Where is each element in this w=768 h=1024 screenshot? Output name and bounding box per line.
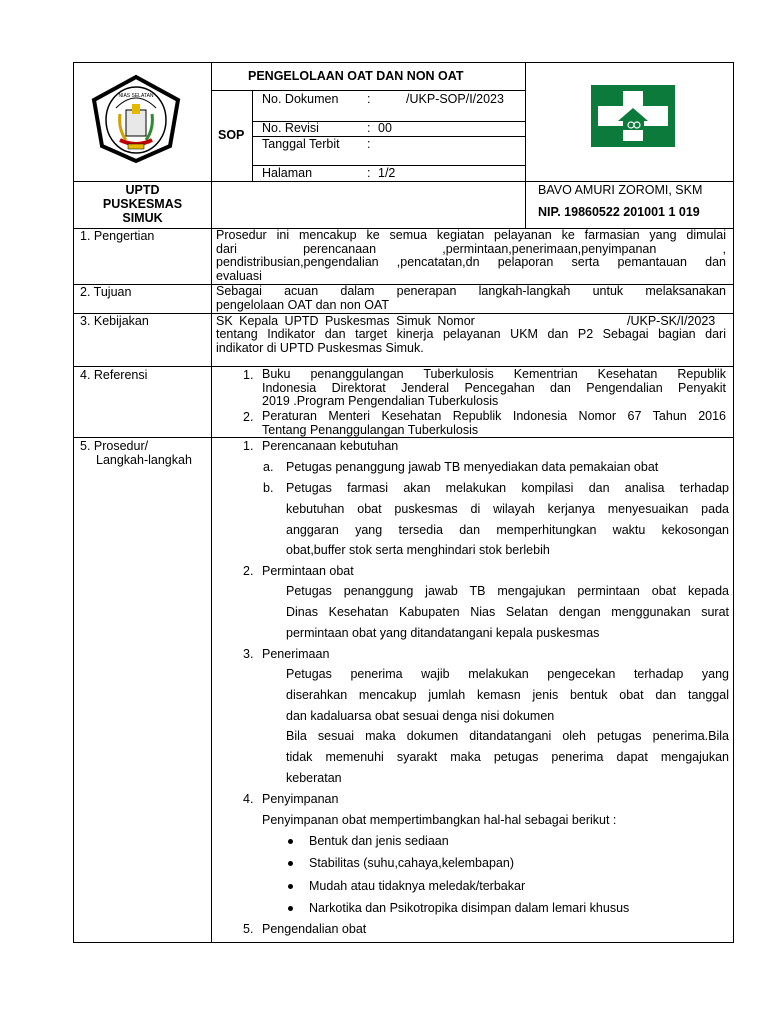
step-title: Pengendalian obat (262, 922, 367, 936)
grid-line (73, 181, 734, 182)
text-line: diserahkan mencakup jumlah kemasn jenis bentuk obat dan tanggal (286, 687, 729, 702)
text-line: tidak memenuhi syarakt maka petugas penerima dapat mengajukan (286, 750, 729, 765)
step-title: Penyimpanan (262, 792, 339, 806)
bullet-text: Stabilitas (suhu,cahaya,kelembapan) (309, 856, 514, 870)
substep-letter: a. (263, 460, 274, 474)
bullet-text: Bentuk dan jenis sediaan (309, 834, 449, 848)
bullet-icon (288, 906, 293, 911)
step-text (286, 581, 729, 643)
grid-line (73, 62, 734, 63)
text-line: Tentang Penanggulangan Tuberkulosis (262, 422, 479, 437)
text-line: Prosedur ini mencakup ke semua kegiatan pelayanan ke farmasian yang dimulai (216, 228, 726, 242)
kebijakan-text (216, 328, 726, 355)
step-number: 5. (243, 922, 254, 936)
bullet-icon (288, 861, 293, 866)
text-line: pengelolaan OAT dan non OAT (216, 297, 390, 312)
text-line: Bila sesuai maka dokumen ditandatangani oleh petugas penerima.Bila (286, 729, 729, 744)
step-intro: Penyimpanan obat mempertimbangkan hal-hal sebagai berikut : (262, 813, 617, 827)
text-line: Buku penanggulangan Tuberkulosis Kementrian Kesehatan Republik (262, 367, 726, 381)
tujuan-text (216, 285, 726, 312)
step-number: 1. (243, 439, 254, 453)
text-line: dari perencanaan ,permintaan,penerimaan,penyimpanan , (216, 241, 726, 256)
pengertian-text (216, 229, 726, 283)
text-line: Dinas Kesehatan Kabupaten Nias Selatan dengan menggunakan surat (286, 604, 729, 619)
revision-value: 00 (378, 121, 392, 135)
page-label: Halaman (262, 166, 313, 180)
bullet-icon (288, 839, 293, 844)
referensi-item (262, 368, 726, 409)
colon: : (367, 166, 371, 180)
document-title: PENGELOLAAN OAT DAN NON OAT (248, 69, 464, 83)
org-name-line3: SIMUK (122, 211, 163, 225)
revision-label: No. Revisi (262, 121, 319, 135)
step-title: Perencanaan kebutuhan (262, 439, 399, 453)
text-line: pendistribusian,pengendalian ,pencatatan,dn pelaporan serta pemantauan dan (216, 255, 726, 269)
grid-line (73, 437, 734, 438)
substep-letter: b. (263, 481, 274, 495)
kebijakan-sk-number: /UKP-SK/I/2023 (627, 314, 716, 328)
grid-line (211, 62, 212, 943)
grid-line (73, 942, 734, 943)
referensi-item (262, 410, 726, 437)
text-line: dan kadaluarsa obat sesuai denga nisi dokumen (286, 708, 555, 723)
bullet-text: Mudah atau tidaknya meledak/terbakar (309, 879, 526, 893)
text-line: kebutuhan obat puskesmas di wilayah kerjanya menyesuaikan pada (286, 501, 729, 516)
text-line: Peraturan Menteri Kesehatan Republik Indonesia Nomor 67 Tahun 2016 (262, 409, 726, 423)
kebijakan-text: SK Kepala UPTD Puskesmas Simuk Nomor (216, 314, 475, 328)
text-line: 2019 .Program Pengendalian Tuberkulosis (262, 394, 499, 408)
text-line: permintaan obat yang ditandatangani kepala puskesmas (286, 625, 600, 640)
org-name-line1: UPTD (125, 183, 160, 197)
section-label-referensi: 4. Referensi (80, 368, 148, 382)
colon: : (367, 137, 371, 151)
grid-line (733, 62, 734, 943)
text-line: keberatan (286, 770, 342, 785)
doc-number-label: No. Dokumen (262, 92, 339, 106)
substep-text (286, 478, 729, 561)
text-line: evaluasi (216, 268, 262, 283)
list-number: 1. (243, 368, 254, 382)
signer-nip: NIP. 19860522 201001 1 019 (538, 205, 700, 219)
signer-name: BAVO AMURI ZOROMI, SKM (538, 183, 703, 197)
section-label-prosedur-sub: Langkah-langkah (96, 453, 192, 467)
bullet-icon (288, 884, 293, 889)
step-number: 3. (243, 647, 254, 661)
step-title: Permintaan obat (262, 564, 354, 578)
issue-date-label: Tanggal Terbit (262, 137, 340, 151)
sop-label: SOP (218, 128, 245, 142)
step-number: 4. (243, 792, 254, 806)
nias-selatan-emblem-icon (90, 74, 182, 164)
org-name-line2: PUSKESMAS (102, 197, 183, 211)
substep-text: Petugas penanggung jawab TB menyediakan data pemakaian obat (286, 460, 659, 474)
list-number: 2. (243, 410, 254, 424)
text-line: Sebagai acuan dalam penerapan langkah-langkah untuk melaksanakan (216, 284, 726, 298)
emblem-text: NIAS SELATAN (118, 93, 154, 99)
section-label-tujuan: 2. Tujuan (80, 285, 132, 299)
step-title: Penerimaan (262, 647, 330, 661)
section-label-kebijakan: 3. Kebijakan (80, 314, 149, 328)
colon: : (367, 121, 371, 135)
bullet-text: Narkotika dan Psikotropika disimpan dalam lemari khusus (309, 901, 630, 915)
text-line: indikator di UPTD Puskesmas Simuk. (216, 340, 424, 355)
text-line: tentang Indikator dan target kinerja pelayanan UKM dan P2 Sebagai bagian dari (216, 327, 726, 341)
text-line: obat,buffer stok serta menghindari stok berlebih (286, 543, 550, 558)
section-label-pengertian: 1. Pengertian (80, 229, 155, 243)
text-line: anggaran yang tersedia dan memperhitungkan waktu kekosongan (286, 522, 729, 537)
text-line: Petugas penanggung jawab TB mengajukan permintaan obat kepada (286, 584, 729, 598)
page-value: 1/2 (378, 166, 396, 180)
colon: : (367, 92, 371, 106)
step-text (286, 664, 729, 789)
text-line: Indonesia Direktorat Jenderal Pencegahan dan Pengendalian Penyakit (262, 380, 726, 395)
step-number: 2. (243, 564, 254, 578)
section-label-prosedur: 5. Prosedur/ (80, 439, 149, 453)
puskesmas-logo-icon (590, 84, 676, 148)
grid-line (211, 90, 526, 91)
doc-number-value: /UKP-SOP/I/2023 (406, 92, 504, 106)
grid-line (525, 62, 526, 228)
text-line: Petugas farmasi akan melakukan kompilasi dan analisa terhadap (286, 481, 729, 495)
text-line: Petugas penerima wajib melakukan pengecekan terhadap yang (286, 667, 729, 681)
